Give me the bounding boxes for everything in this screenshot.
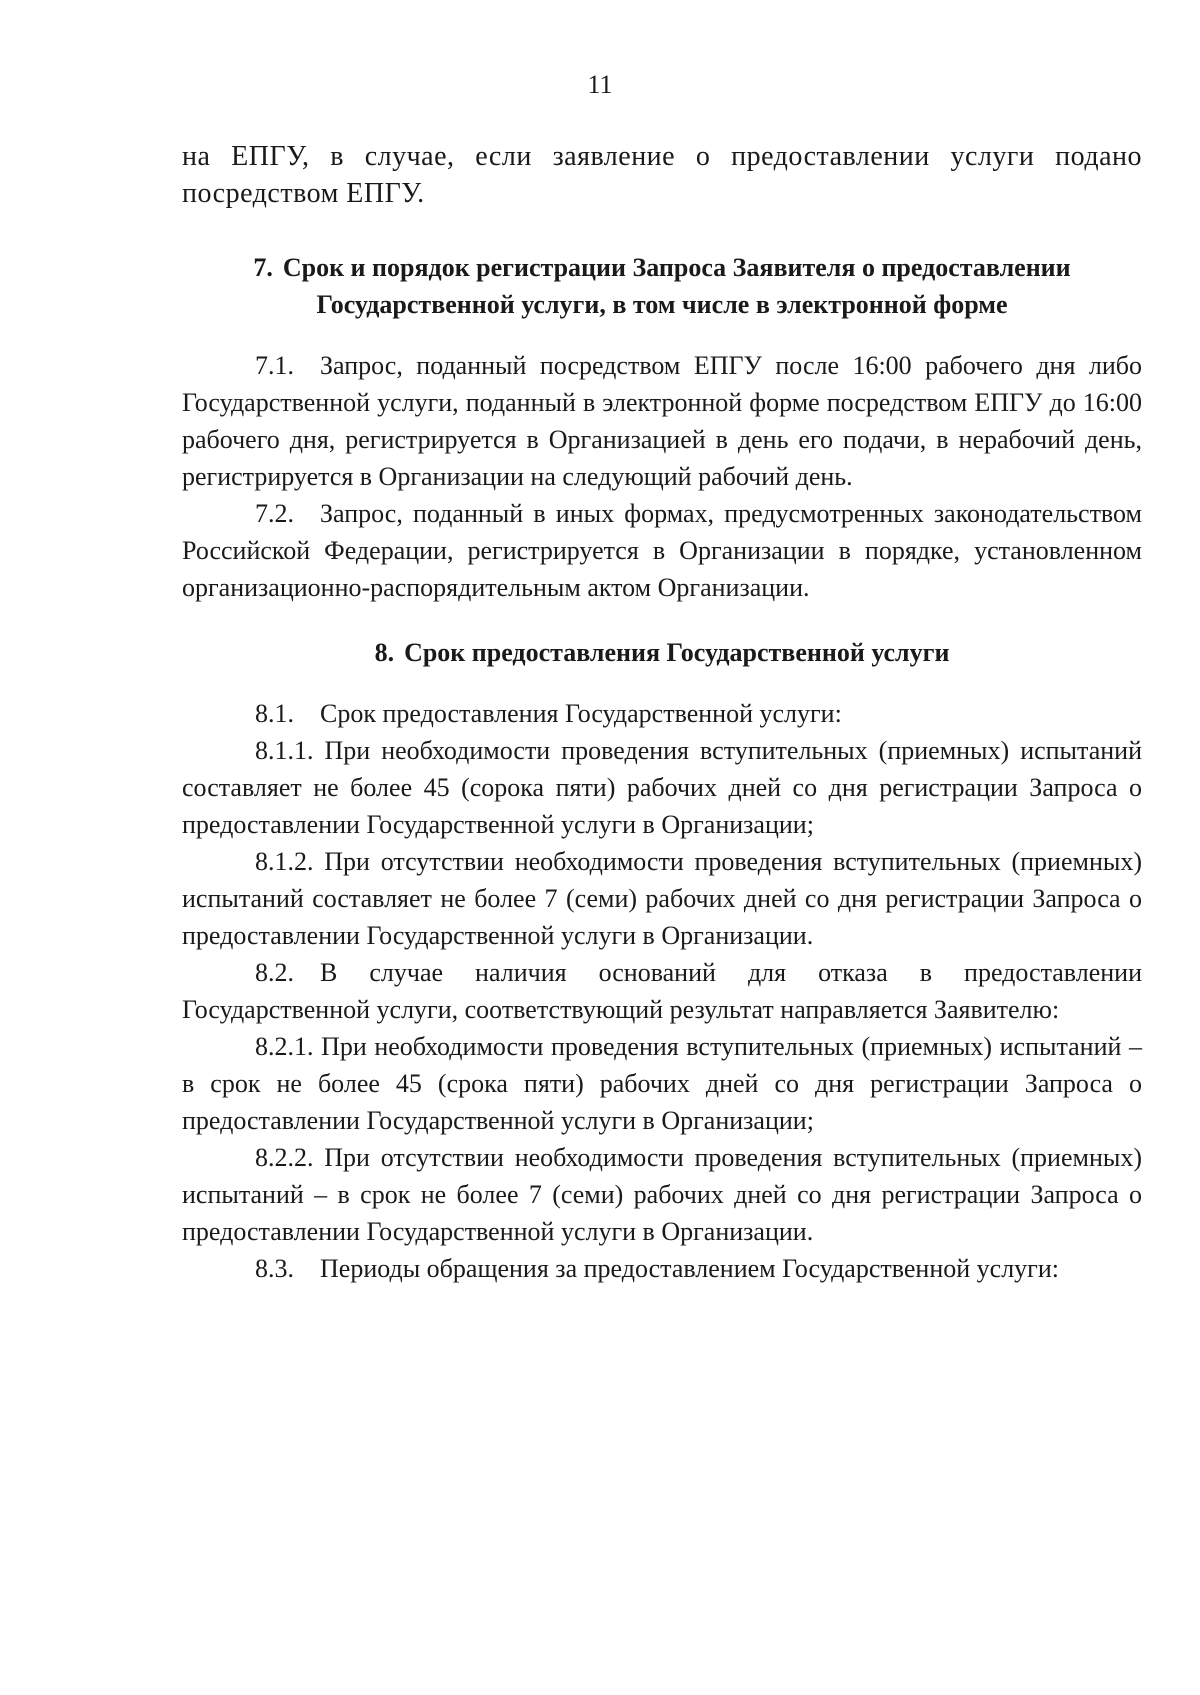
paragraph-8-3: 8.3. Периоды обращения за предоставлением Государственной услуги: bbox=[255, 1254, 1059, 1283]
spacer bbox=[182, 671, 1142, 695]
section-8-number: 8. bbox=[374, 638, 395, 667]
spacer bbox=[182, 212, 1142, 249]
document-body bbox=[182, 138, 1142, 1287]
spacer bbox=[182, 323, 1142, 347]
section-7-heading bbox=[182, 249, 1142, 323]
paragraph-8-1: 8.1. Срок предоставления Государственной услуги: bbox=[255, 699, 842, 728]
paragraph-8-1-1: 8.1.1. При необходимости проведения вступительных (приемных) испытаний составляет не более 45 (сорока пяти) рабочих дней со дня регистрации Запроса о предоставлении Государственной услуги в Организации; bbox=[182, 736, 1142, 839]
section-7-title-line-2: Государственной услуги, в том числе в электронной форме bbox=[316, 290, 1008, 319]
paragraph-7-1: 7.1. Запрос, поданный посредством ЕПГУ после 16:00 рабочего дня либо Государственной услуги, поданный в электронной форме посредством ЕПГУ до 16:00 рабочего дня, регистрируется в Организацией в день его подачи, в нерабочий день, регистрируется в Организации на следующий рабочий день. bbox=[182, 351, 1142, 491]
paragraph-7-2: 7.2. Запрос, поданный в иных формах, предусмотренных законодательством Российской Федерации, регистрируется в Организации в порядке, установленном организационно-распорядительным актом Организации. bbox=[182, 499, 1142, 602]
paragraph-8-1-2: 8.1.2. При отсутствии необходимости проведения вступительных (приемных) испытаний составляет не более 7 (семи) рабочих дней со дня регистрации Запроса о предоставлении Государственной услуги в Организации. bbox=[182, 847, 1142, 950]
intro-paragraph: на ЕПГУ, в случае, если заявление о предоставлении услуги подано посредством ЕПГУ. bbox=[182, 141, 1142, 209]
paragraph-8-2-1: 8.2.1. При необходимости проведения вступительных (приемных) испытаний – в срок не более 45 (срока пяти) рабочих дней со дня регистрации Запроса о предоставлении Государственной услуги в Организации; bbox=[182, 1032, 1142, 1135]
page-number: 11 bbox=[587, 70, 613, 99]
section-8-title: 8. Срок предоставления Государственной услуги bbox=[374, 638, 950, 667]
paragraph-8-2-2: 8.2.2. При отсутствии необходимости проведения вступительных (приемных) испытаний – в срок не более 7 (семи) рабочих дней со дня регистрации Запроса о предоставлении Государственной услуги в Организации. bbox=[182, 1143, 1142, 1246]
section-7-number: 7. bbox=[253, 253, 273, 282]
spacer bbox=[182, 606, 1142, 634]
section-7-title-line-1: 7. Срок и порядок регистрации Запроса Заявителя о предоставлении bbox=[253, 253, 1071, 282]
paragraph-8-2: 8.2. В случае наличия оснований для отказа в предоставлении Государственной услуги, соответствующий результат направляется Заявителю: bbox=[182, 958, 1142, 1024]
